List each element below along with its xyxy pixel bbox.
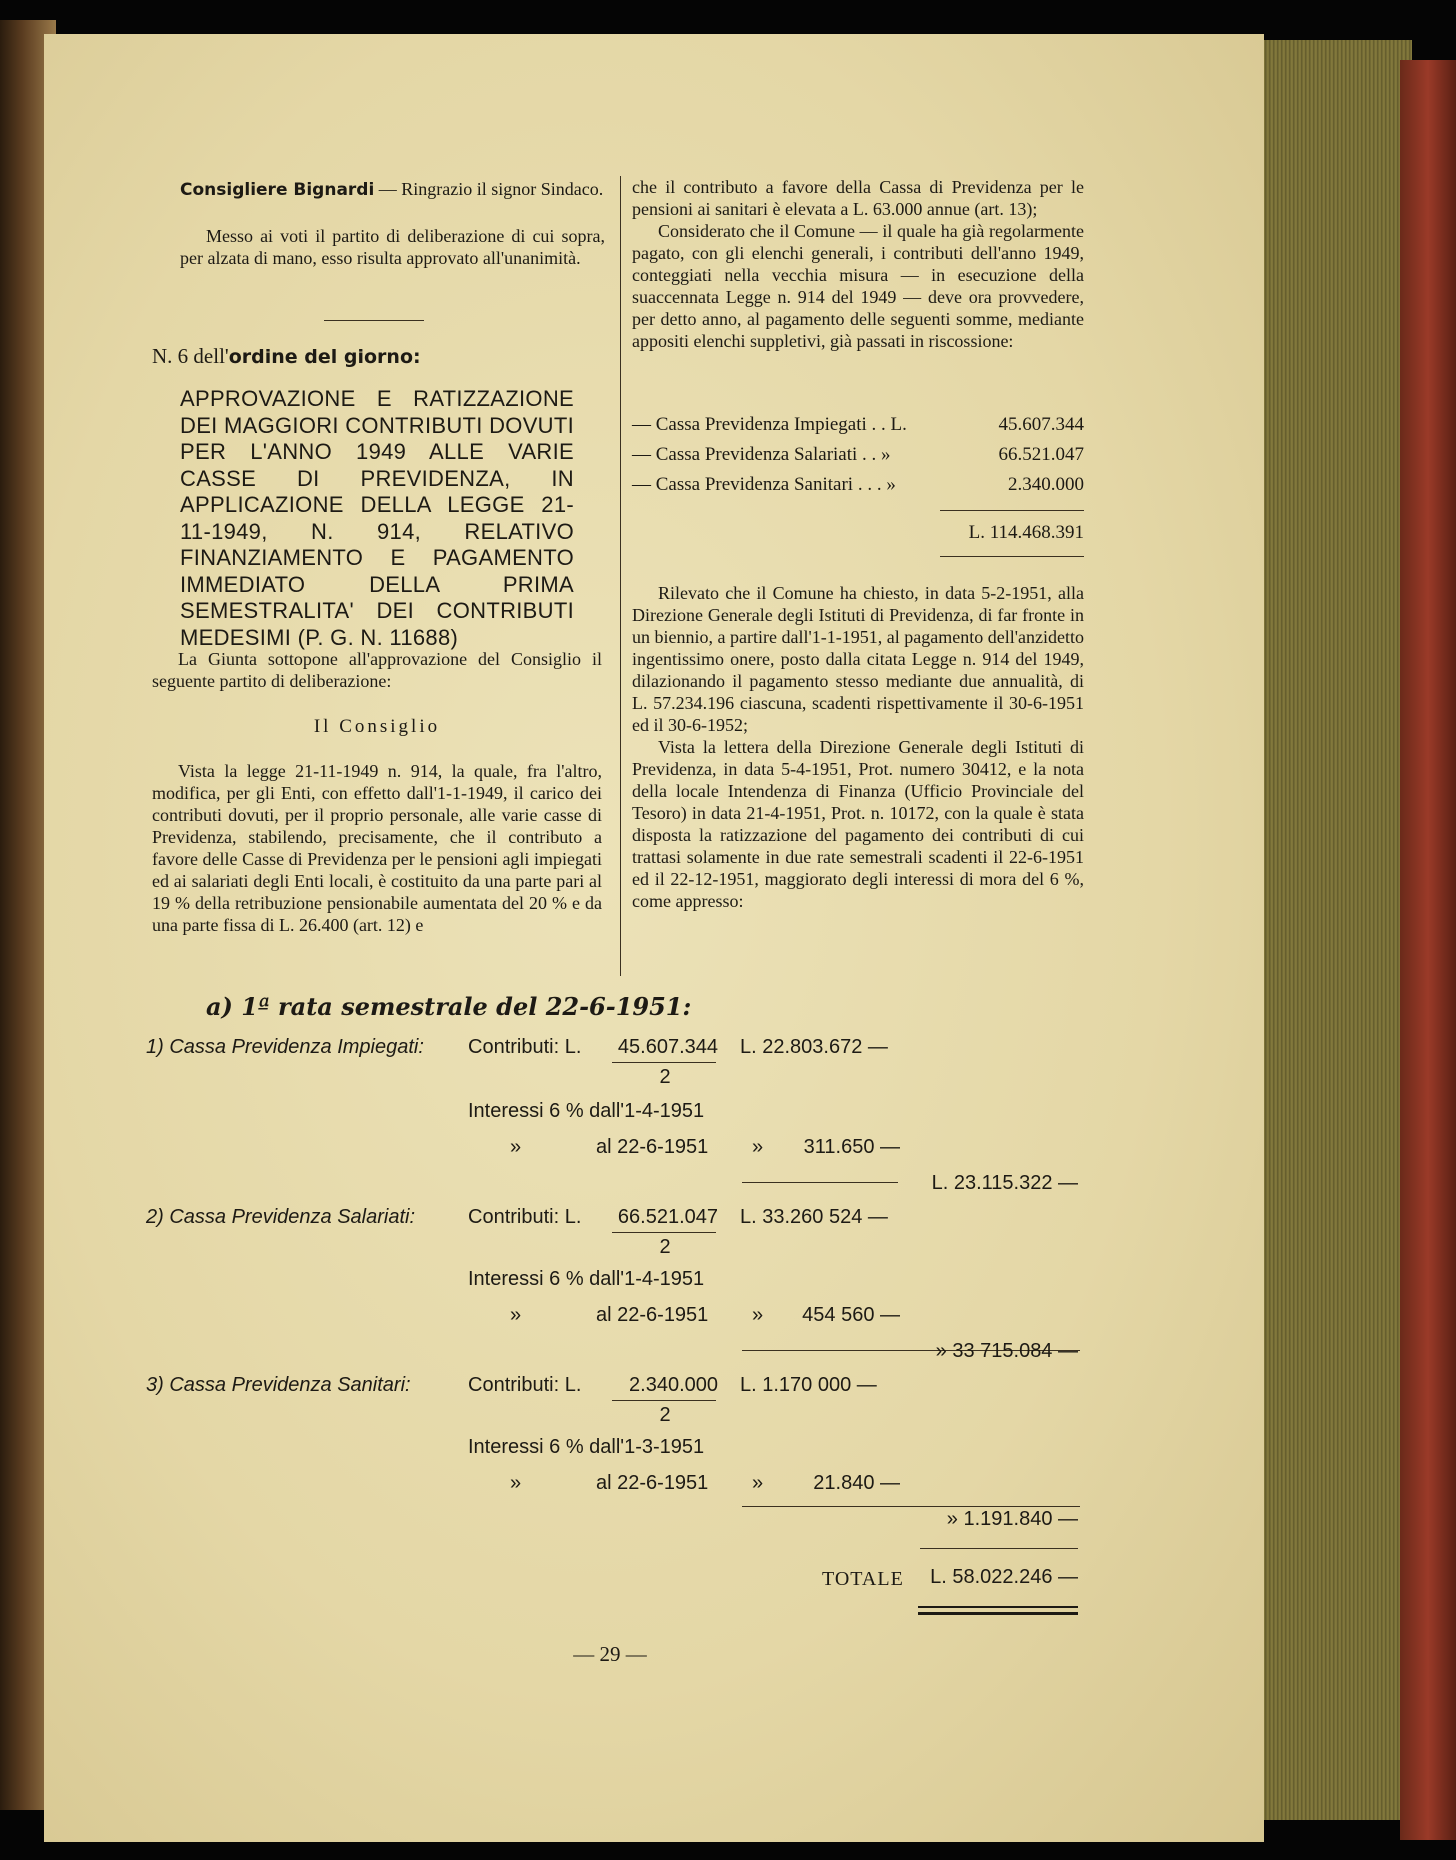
section-1-interest-label: Interessi 6 % dall'1-4-1951 bbox=[468, 1100, 705, 1122]
list-item: — Cassa Previdenza Sanitari . . . » 2.340.000 bbox=[632, 474, 1084, 495]
section-3-int-mark: » bbox=[752, 1472, 764, 1494]
section-3-amount: 2.340.000 bbox=[629, 1374, 718, 1396]
right-paragraph-1: che il contributo a favore della Cassa di Previdenza per le pensioni ai sanitari è elevata a L. 63.000 annue (art. 13); bbox=[632, 177, 1084, 219]
total-double-rule-bottom bbox=[918, 1612, 1078, 1615]
list-item: — Cassa Previdenza Impiegati . . L. 45.607.344 bbox=[632, 414, 1084, 435]
section-3-contrib-label: Contributi: L. bbox=[468, 1374, 582, 1396]
section-2-interest-label: Interessi 6 % dall'1-4-1951 bbox=[468, 1268, 705, 1290]
section-3-half: L. 1.170 000 — bbox=[740, 1374, 877, 1396]
section-1-al-date: al 22-6-1951 bbox=[596, 1136, 709, 1158]
page-edges bbox=[1262, 40, 1412, 1820]
section-1-amount: 45.607.344 bbox=[617, 1036, 718, 1058]
section-2-fraction-rule bbox=[612, 1232, 716, 1233]
giunta-paragraph: La Giunta sottopone all'approvazione del Consiglio il seguente partito di deliberazione: bbox=[152, 649, 602, 691]
list-sum-rule bbox=[940, 510, 1084, 511]
section-1-divisor: 2 bbox=[659, 1066, 671, 1088]
list-total: L. 114.468.391 bbox=[968, 522, 1084, 543]
section-1-fraction-rule bbox=[612, 1062, 716, 1063]
consiglio-heading: Il Consiglio bbox=[313, 716, 441, 737]
list-total-rule bbox=[940, 556, 1084, 557]
book-cover-edge bbox=[1400, 60, 1456, 1840]
section-1-al-mark: » bbox=[510, 1136, 522, 1158]
right-paragraph-3: Rilevato che il Comune ha chiesto, in data 5-2-1951, alla Direzione Generale degli Istituti di Previdenza, di far fronte in un biennio, a partire dall'1-1-1951, al pagamento dell'anzidetto ingentissimo onere, posto dalla citata Legge n. 914 del 1949, dilazionando il pagamento stesso mediante due annualità, di L. 57.234.196 ciascuna, scadenti rispettivamente il 30-6-1951 ed il 30-6-1952; bbox=[632, 583, 1084, 735]
giunta-block bbox=[152, 648, 602, 692]
column-divider bbox=[620, 176, 621, 976]
section-3-al-mark: » bbox=[510, 1472, 522, 1494]
vote-paragraph: Messo ai voti il partito di deliberazione di cui sopra, per alzata di mano, esso risulta approvato all'unanimità. bbox=[180, 226, 605, 268]
vista-block bbox=[152, 760, 602, 936]
speaker-name: Consigliere Bignardi bbox=[180, 180, 375, 200]
speaker-text: — Ringrazio il signor Sindaco. bbox=[374, 179, 604, 199]
subtotal-sum-rule bbox=[920, 1548, 1078, 1549]
section-1-half: L. 22.803.672 — bbox=[740, 1036, 888, 1058]
section-3-divisor: 2 bbox=[659, 1404, 671, 1426]
right-column-lower bbox=[632, 582, 1084, 912]
section-3-interest-label: Interessi 6 % dall'1-3-1951 bbox=[468, 1436, 705, 1458]
order-bold: ordine del giorno: bbox=[228, 346, 421, 368]
section-3-subtotal: » 1.191.840 — bbox=[946, 1508, 1078, 1530]
right-paragraph-2: Considerato che il Comune — il quale ha già regolarmente pagato, con gli elenchi generali, i contributi dell'anno 1949, conteggiati nella vecchia misura — in esecuzione della suaccennata Legge n. 914 del 1949 — deve ora provvedere, per detto anno, al pagamento delle seguenti somme, mediante appositi elenchi suppletivi, già passati in riscossione: bbox=[632, 221, 1084, 351]
section-2-subtotal: » 33 715.084 — bbox=[935, 1340, 1078, 1362]
contribution-list bbox=[632, 410, 1084, 500]
agenda-heading: APPROVAZIONE E RATIZZAZIONE DEI MAGGIORI CONTRIBUTI DOVUTI PER L'ANNO 1949 ALLE VARIE CASSE DI PREVIDENZA, IN APPLICAZIONE DELLA LEGGE 21-11-1949, N. 914, RELATIVO FINANZIAMENTO E PAGAMENTO IMMEDIATO DELLA PRIMA SEMESTRALITA' DEI CONTRIBUTI MEDESIMI (P. G. N. 11688) bbox=[180, 386, 575, 650]
order-of-day bbox=[152, 344, 421, 369]
right-paragraph-4: Vista la lettera della Direzione Generale degli Istituti di Previdenza, in data 5-4-1951, Prot. numero 30412, e la nota della locale Intendenza di Finanza (Ufficio Provinciale del Tesoro) in data 21-4-1951, Prot. n. 10172, con la quale è stata disposta la ratizzazione del pagamento dei contributi di cui trattasi solamente in due rate semestrali scadenti il 22-6-1951 ed il 22-12-1951, maggiorato degli interessi di mora del 6 %, come appresso: bbox=[632, 737, 1084, 911]
section-2-al-date: al 22-6-1951 bbox=[596, 1304, 709, 1326]
section-2-int-mark: » bbox=[752, 1304, 764, 1326]
section-1-contrib-label: Contributi: L. bbox=[468, 1036, 582, 1058]
vista-paragraph: Vista la legge 21-11-1949 n. 914, la quale, fra l'altro, modifica, per gli Enti, con effetto dall'1-1-1949, il carico dei contributi dovuti, per il proprio personale, alle varie casse di Previdenza, stabilendo, precisamente, che il contributo a favore delle Casse di Previdenza per le pensioni agli impiegati ed ai salariati degli Enti locali, è costituito da una parte pari al 19 % della retribuzione pensionabile aumentata del 20 % e da una parte fissa di L. 26.400 (art. 12) e bbox=[152, 761, 602, 935]
section-3-fraction-rule bbox=[612, 1400, 716, 1401]
section-3-al-date: al 22-6-1951 bbox=[596, 1472, 709, 1494]
separator-rule bbox=[324, 320, 424, 321]
total-label: TOTALE bbox=[822, 1568, 904, 1590]
total-value: L. 58.022.246 — bbox=[930, 1566, 1078, 1588]
section-2-amount: 66.521.047 bbox=[617, 1206, 718, 1228]
list-item: — Cassa Previdenza Salariati . . » 66.521.047 bbox=[632, 444, 1084, 465]
section-3-label: 3) Cassa Previdenza Sanitari: bbox=[146, 1374, 411, 1396]
section-2-contrib-label: Contributi: L. bbox=[468, 1206, 582, 1228]
section-2-divisor: 2 bbox=[659, 1236, 671, 1258]
section-2-al-mark: » bbox=[510, 1304, 522, 1326]
section-3-sum-rule bbox=[742, 1506, 1080, 1507]
right-column bbox=[632, 176, 1084, 352]
section-2-interest: 454 560 — bbox=[802, 1304, 900, 1326]
section-2-label: 2) Cassa Previdenza Salariati: bbox=[146, 1206, 416, 1228]
section-2-half: L. 33.260 524 — bbox=[740, 1206, 888, 1228]
section-1-label: 1) Cassa Previdenza Impiegati: bbox=[146, 1036, 424, 1058]
section-1-int-mark: » bbox=[752, 1136, 764, 1158]
section-3-interest: 21.840 — bbox=[813, 1472, 900, 1494]
section-1-interest: 311.650 — bbox=[803, 1136, 900, 1158]
section-1-sum-rule bbox=[742, 1182, 898, 1183]
left-column bbox=[180, 178, 605, 269]
order-label: N. 6 dell' bbox=[152, 344, 229, 368]
section-1-subtotal: L. 23.115.322 — bbox=[931, 1172, 1078, 1194]
page-number: — 29 — bbox=[573, 1642, 647, 1666]
table-title: a) 1ª rata semestrale del 22-6-1951: bbox=[206, 992, 692, 1021]
total-double-rule-top bbox=[918, 1606, 1078, 1608]
